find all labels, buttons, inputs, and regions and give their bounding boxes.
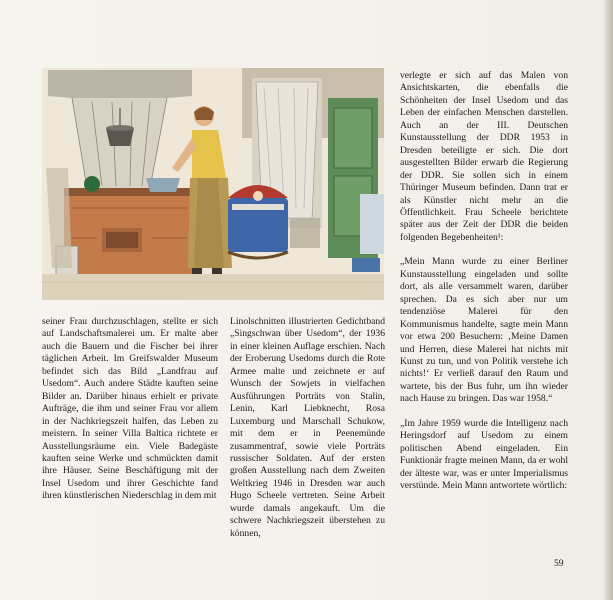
column-3-paragraph-3: „Im Jahre 1959 wurde die Intelligenz nach Heringsdorf auf Usedom zu einem politischen Abend eingeladen. Ein Funktionär fragte meinen Mann, da er wohl der älteste war, was er unter Imperialismus verstünde. Mein Mann antwortete wörtlich:	[400, 417, 568, 492]
column-1-paragraph: seiner Frau durchzuschlagen, stellte er sich auf Landschaftsmalerei um. Er malte aber auch die Bauern und die Fischer bei ihrer täglichen Arbeit. Im Greifswalder Museum befindet sich das Bild „Landfrau auf Usedom“. Auch andere Städte kauften seine Bilder an. Darüber hinaus erhielt er private Aufträge, die ihm und seiner Frau vor allem in der Nachkriegszeit halfen, das Leben zu meistern. In seiner Villa Baltica richtete er Ausstellungsräume ein. Viele Badegäste kauften seine Werke und schmückten damit ihre Häuser. Seine Beschäftigung mit der Insel Usedom und ihrer Geschichte fand ihren künstlerischen Niederschlag in dem mit	[42, 316, 218, 502]
illustration-drawing	[42, 68, 384, 300]
text-column-1	[42, 316, 218, 503]
column-3-paragraph-1: verlegte er sich auf das Malen von Ansichtskarten, die ebenfalls die Schönheiten der Insel Usedom und das Leben der einfachen Menschen darstellen. Auch an der III. Deutschen Kunstausstellung der DDR 1953 in Dresden beteiligte er sich. Die dort ausgestellten Bilder erwarb die Regierung der DDR. Sie sollen sich in einem Thüringer Museum befinden. Dann trat er als Künstler nicht mehr an die Öffentlichkeit. Frau Scheele berichtete später aus der Zeit der DDR die beiden folgenden Begebenheiten¹:	[400, 70, 568, 243]
text-column-3	[400, 70, 568, 493]
text-column-2	[230, 316, 385, 540]
page-edge	[604, 0, 613, 600]
page-number: 59	[554, 559, 564, 569]
column-2-paragraph: Linolschnitten illustrierten Gedichtband „Singschwan über Usedom“, der 1936 in einer kleinen Auflage erschien. Nach der Eroberung Usedoms durch die Rote Armee malte und zeichnete er auf Wunsch der Sowjets in vielfachen Ausführungen Porträts von Stalin, Lenin, Karl Liebknecht, Rosa Luxemburg und Marschall Schukow, mit dem er in Peenemünde zusammentraf, sowie viele Porträts russischer Soldaten. Auf der ersten großen Ausstellung nach dem Zweiten Weltkrieg 1946 in Dresden war auch Hugo Scheele vertreten. Seine Arbeit wurde damals angekauft. Um die schwere Nachkriegszeit überstehen zu können,	[230, 316, 385, 539]
column-3-paragraph-2: „Mein Mann wurde zu einer Berliner Kunstausstellung eingeladen und sollte dort, als alle versammelt waren, darüber sprechen. Da es sich aber nur um tendenziöse Malerei für den Kommunismus handelte, sagte mein Mann vor etwa 200 Besuchern: ‚Meine Damen und Herren, diese Malerei hat nichts mit Kunst zu tun, und von Politik verstehe ich nichts!‘ Er verließ darauf den Raum und wartete, bis der Bus fuhr, um ihn wieder nach Hause zu bringen. Das war 1958.“	[400, 256, 568, 405]
watercolor-illustration	[42, 68, 384, 300]
